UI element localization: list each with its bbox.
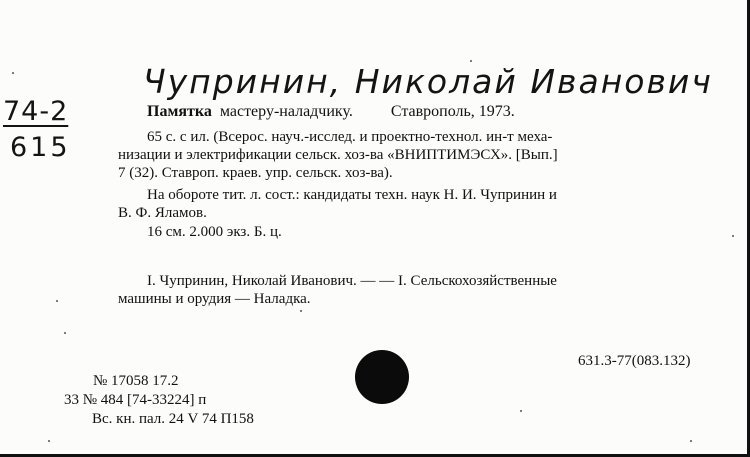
handwritten-shelfmark-bottom: 615 — [10, 132, 71, 163]
title-rest: мастеру-наладчику. — [219, 103, 353, 120]
collation-line-1: 65 с. с ил. (Всерос. науч.-исслед. и проектно-технол. ин-т меха- — [147, 129, 553, 145]
speck — [56, 300, 58, 302]
title-line — [147, 103, 515, 121]
tracings-line-2: машины и орудия — Наладка. — [118, 291, 311, 307]
note-line-1: На обороте тит. л. сост.: кандидаты техн. наук Н. И. Чупринин и — [147, 187, 557, 203]
note-line-2: В. Ф. Яламов. — [118, 205, 207, 221]
speck — [690, 440, 692, 442]
format-line: 16 см. 2.000 экз. Б. ц. — [147, 224, 282, 240]
speck — [12, 72, 14, 74]
collation-line-2: низации и электрификации сельск. хоз-ва «ВНИПТИМЭСХ». [Вып.] — [118, 147, 558, 163]
speck — [64, 332, 66, 334]
punch-hole — [355, 350, 409, 404]
registration-line-1: № 17058 17.2 — [93, 373, 179, 389]
title: Памятка — [147, 103, 212, 120]
place-year: Ставрополь, 1973. — [390, 103, 515, 120]
handwritten-author-heading: Чупринин, Николай Иванович — [143, 62, 713, 101]
udc-number: 631.3-77(083.132) — [578, 353, 691, 369]
speck — [732, 235, 734, 237]
speck — [300, 310, 302, 312]
speck — [470, 60, 472, 62]
handwritten-shelfmark-top: 74-2 — [3, 96, 69, 127]
speck — [48, 440, 50, 442]
collation-line-3: 7 (32). Ставроп. краев. упр. сельск. хоз-ва). — [118, 165, 393, 181]
registration-line-2: 33 № 484 [74-33224] п — [64, 392, 207, 408]
speck — [520, 410, 522, 412]
registration-line-3: Вс. кн. пал. 24 V 74 П158 — [92, 411, 254, 427]
tracings-line-1: I. Чупринин, Николай Иванович. — — I. Сельскохозяйственные — [147, 273, 557, 289]
